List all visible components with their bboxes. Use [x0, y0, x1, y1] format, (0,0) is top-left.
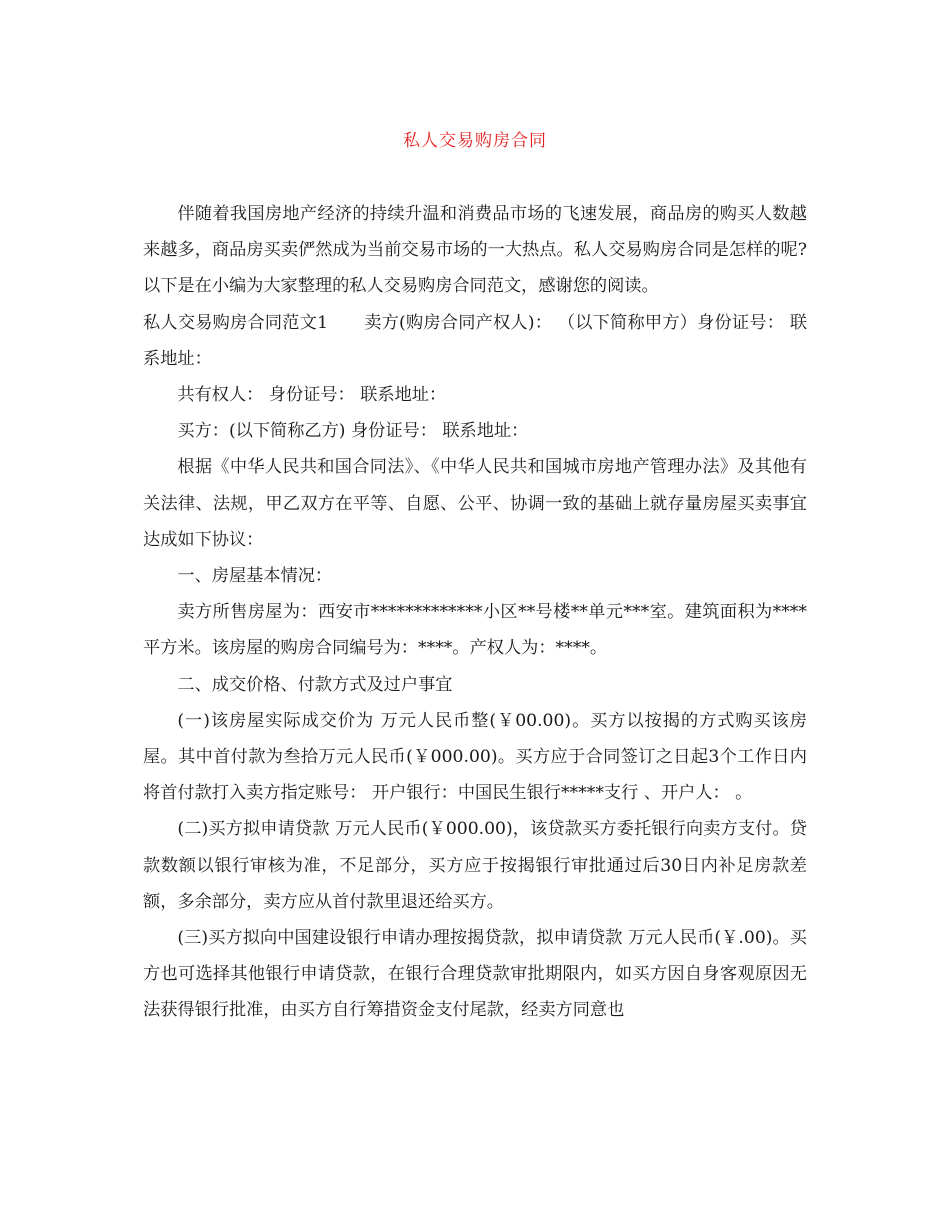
legal-basis-paragraph: 根据《中华人民共和国合同法》、《中华人民共和国城市房地产管理办法》及其他有关法律、法规，甲乙双方在平等、自愿、公平、协调一致的基础上就存量房屋买卖事宜达成如下协议： [143, 457, 807, 550]
seller-info-paragraph [143, 305, 807, 377]
seller-line: 卖方(购房合同产权人)： （以下简称甲方）身份证号： 联系地址： [143, 312, 808, 369]
co-owner-paragraph: 共有权人： 身份证号： 联系地址： [177, 385, 447, 406]
section-heading-1: 一、房屋基本情况： [177, 566, 333, 587]
clause-1-paragraph: (一)该房屋实际成交价为 万元人民币整(￥00.00)。买方以按揭的方式购买该房屋。其中首付款为叁拾万元人民币(￥000.00)。买方应于合同签订之日起3个工作日内将首付款打入卖方指定账号： 开户银行：中国民生银行*****支行 、开户人： 。 [143, 710, 807, 804]
sample-heading: 私人交易购房合同范文1 [143, 312, 329, 333]
document-title: 私人交易购房合同 [403, 131, 547, 151]
buyer-paragraph: 买方：(以下简称乙方) 身份证号： 联系地址： [177, 421, 529, 442]
clause-2-paragraph: (二)买方拟申请贷款 万元人民币(￥000.00)，该贷款买方委托银行向卖方支付。贷款数额以银行审核为准，不足部分，买方应于按揭银行审批通过后30日内补足房款差额，多余部分，卖方应从首付款里退还给买方。 [143, 819, 807, 912]
clause-3-paragraph: (三)买方拟向中国建设银行申请办理按揭贷款，拟申请贷款 万元人民币(￥.00)。买方也可选择其他银行申请贷款，在银行合理贷款审批期限内，如买方因自身客观原因无法获得银行批准，由买方自行筹措资金支付尾款，经卖方同意也 [143, 928, 807, 1021]
section-heading-2: 二、成交价格、付款方式及过户事宜 [177, 674, 453, 695]
intro-paragraph: 伴随着我国房地产经济的持续升温和消费品市场的飞速发展，商品房的购买人数越来越多，商品房买卖俨然成为当前交易市场的一大热点。私人交易购房合同是怎样的呢?以下是在小编为大家整理的私人交易购房合同范文，感谢您的阅读。 [143, 204, 807, 297]
document-body [143, 196, 807, 1029]
property-details-paragraph: 卖方所售房屋为：西安市*************小区**号楼**单元***室。建筑面积为****平方米。该房屋的购房合同编号为：****。产权人为：****。 [143, 602, 807, 659]
